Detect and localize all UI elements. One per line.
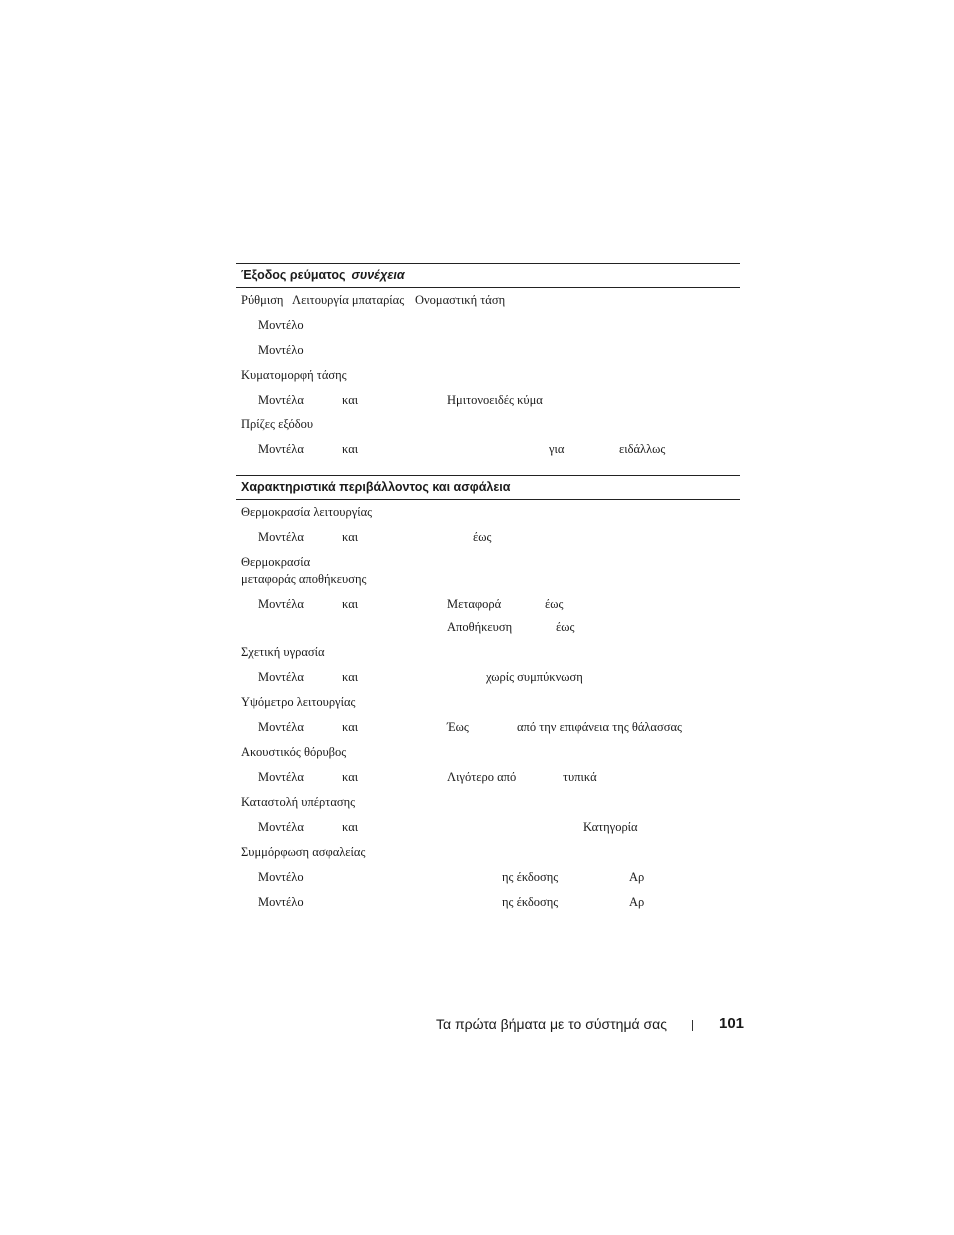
models-label: Μοντέλα [258,393,304,407]
and-label: και [342,597,359,611]
models-label: Μοντέλα [258,530,304,544]
and-label: και [342,720,359,734]
edition-label: ης έκδοσης [502,870,559,884]
continued-label: συνέχεια [351,268,405,282]
altitude-value: από την επιφάνεια της θάλασσας [517,720,682,734]
to-label: έως [556,620,575,634]
and-label: και [342,442,359,456]
section-header-power-output [236,263,740,288]
outlets-label: Πρίζες εξόδου [241,417,314,431]
models-label: Μοντέλα [258,770,304,784]
number-label: Αρ [629,870,645,884]
header-battery-mode: Λειτουργία μπαταρίας [292,293,405,307]
header-setting: Ρύθμιση [241,293,284,307]
models-label: Μοντέλα [258,820,304,834]
altitude-label: Υψόμετρο λειτουργίας [241,695,356,709]
transport-label: Μεταφορά [447,597,502,611]
section-title-text: Έξοδος ρεύματος [241,268,346,282]
models-label: Μοντέλα [258,670,304,684]
section-title [241,268,405,282]
waveform-label: Κυματομορφή τάσης [241,368,347,382]
models-label: Μοντέλα [258,720,304,734]
section-header-environment-safety [236,475,740,500]
up-to-label: Έως [447,720,469,734]
model-label: Μοντέλο [258,895,304,909]
category-label: Κατηγορία [583,820,638,834]
and-label: και [342,820,359,834]
storage-label: Αποθήκευση [447,620,513,634]
noise-label: Ακουστικός θόρυβος [241,745,347,759]
number-label: Αρ [629,895,645,909]
otherwise-label: ειδάλλως [619,442,666,456]
model-label: Μοντέλο [258,870,304,884]
storage-temp-label-1: Θερμοκρασία [241,555,311,569]
and-label: και [342,530,359,544]
model-label: Μοντέλο [258,318,304,332]
and-label: και [342,770,359,784]
storage-temp-label-2: μεταφοράς αποθήκευσης [241,572,367,586]
op-temp-label: Θερμοκρασία λειτουργίας [241,505,373,519]
to-label: έως [473,530,492,544]
surge-label: Καταστολή υπέρτασης [241,795,356,809]
less-than-label: Λιγότερο από [447,770,517,784]
footer-chapter-title: Τα πρώτα βήματα με το σύστημά σας [436,1016,667,1032]
edition-label: ης έκδοσης [502,895,559,909]
and-label: και [342,670,359,684]
and-label: και [342,393,359,407]
page-number: 101 [719,1015,745,1032]
header-nominal-voltage: Ονομαστική τάση [415,293,506,307]
to-label: έως [545,597,564,611]
waveform-value: Ημιτονοειδές κύμα [447,393,543,407]
safety-label: Συμμόρφωση ασφαλείας [241,845,366,859]
footer-separator [692,1020,693,1031]
for-label: για [549,442,565,456]
model-label: Μοντέλο [258,343,304,357]
models-label: Μοντέλα [258,442,304,456]
typical-label: τυπικά [563,770,597,784]
models-label: Μοντέλα [258,597,304,611]
section-title: Χαρακτηριστικά περιβάλλοντος και ασφάλεια [241,480,511,494]
humidity-label: Σχετική υγρασία [241,645,325,659]
humidity-value: χωρίς συμπύκνωση [486,670,583,684]
